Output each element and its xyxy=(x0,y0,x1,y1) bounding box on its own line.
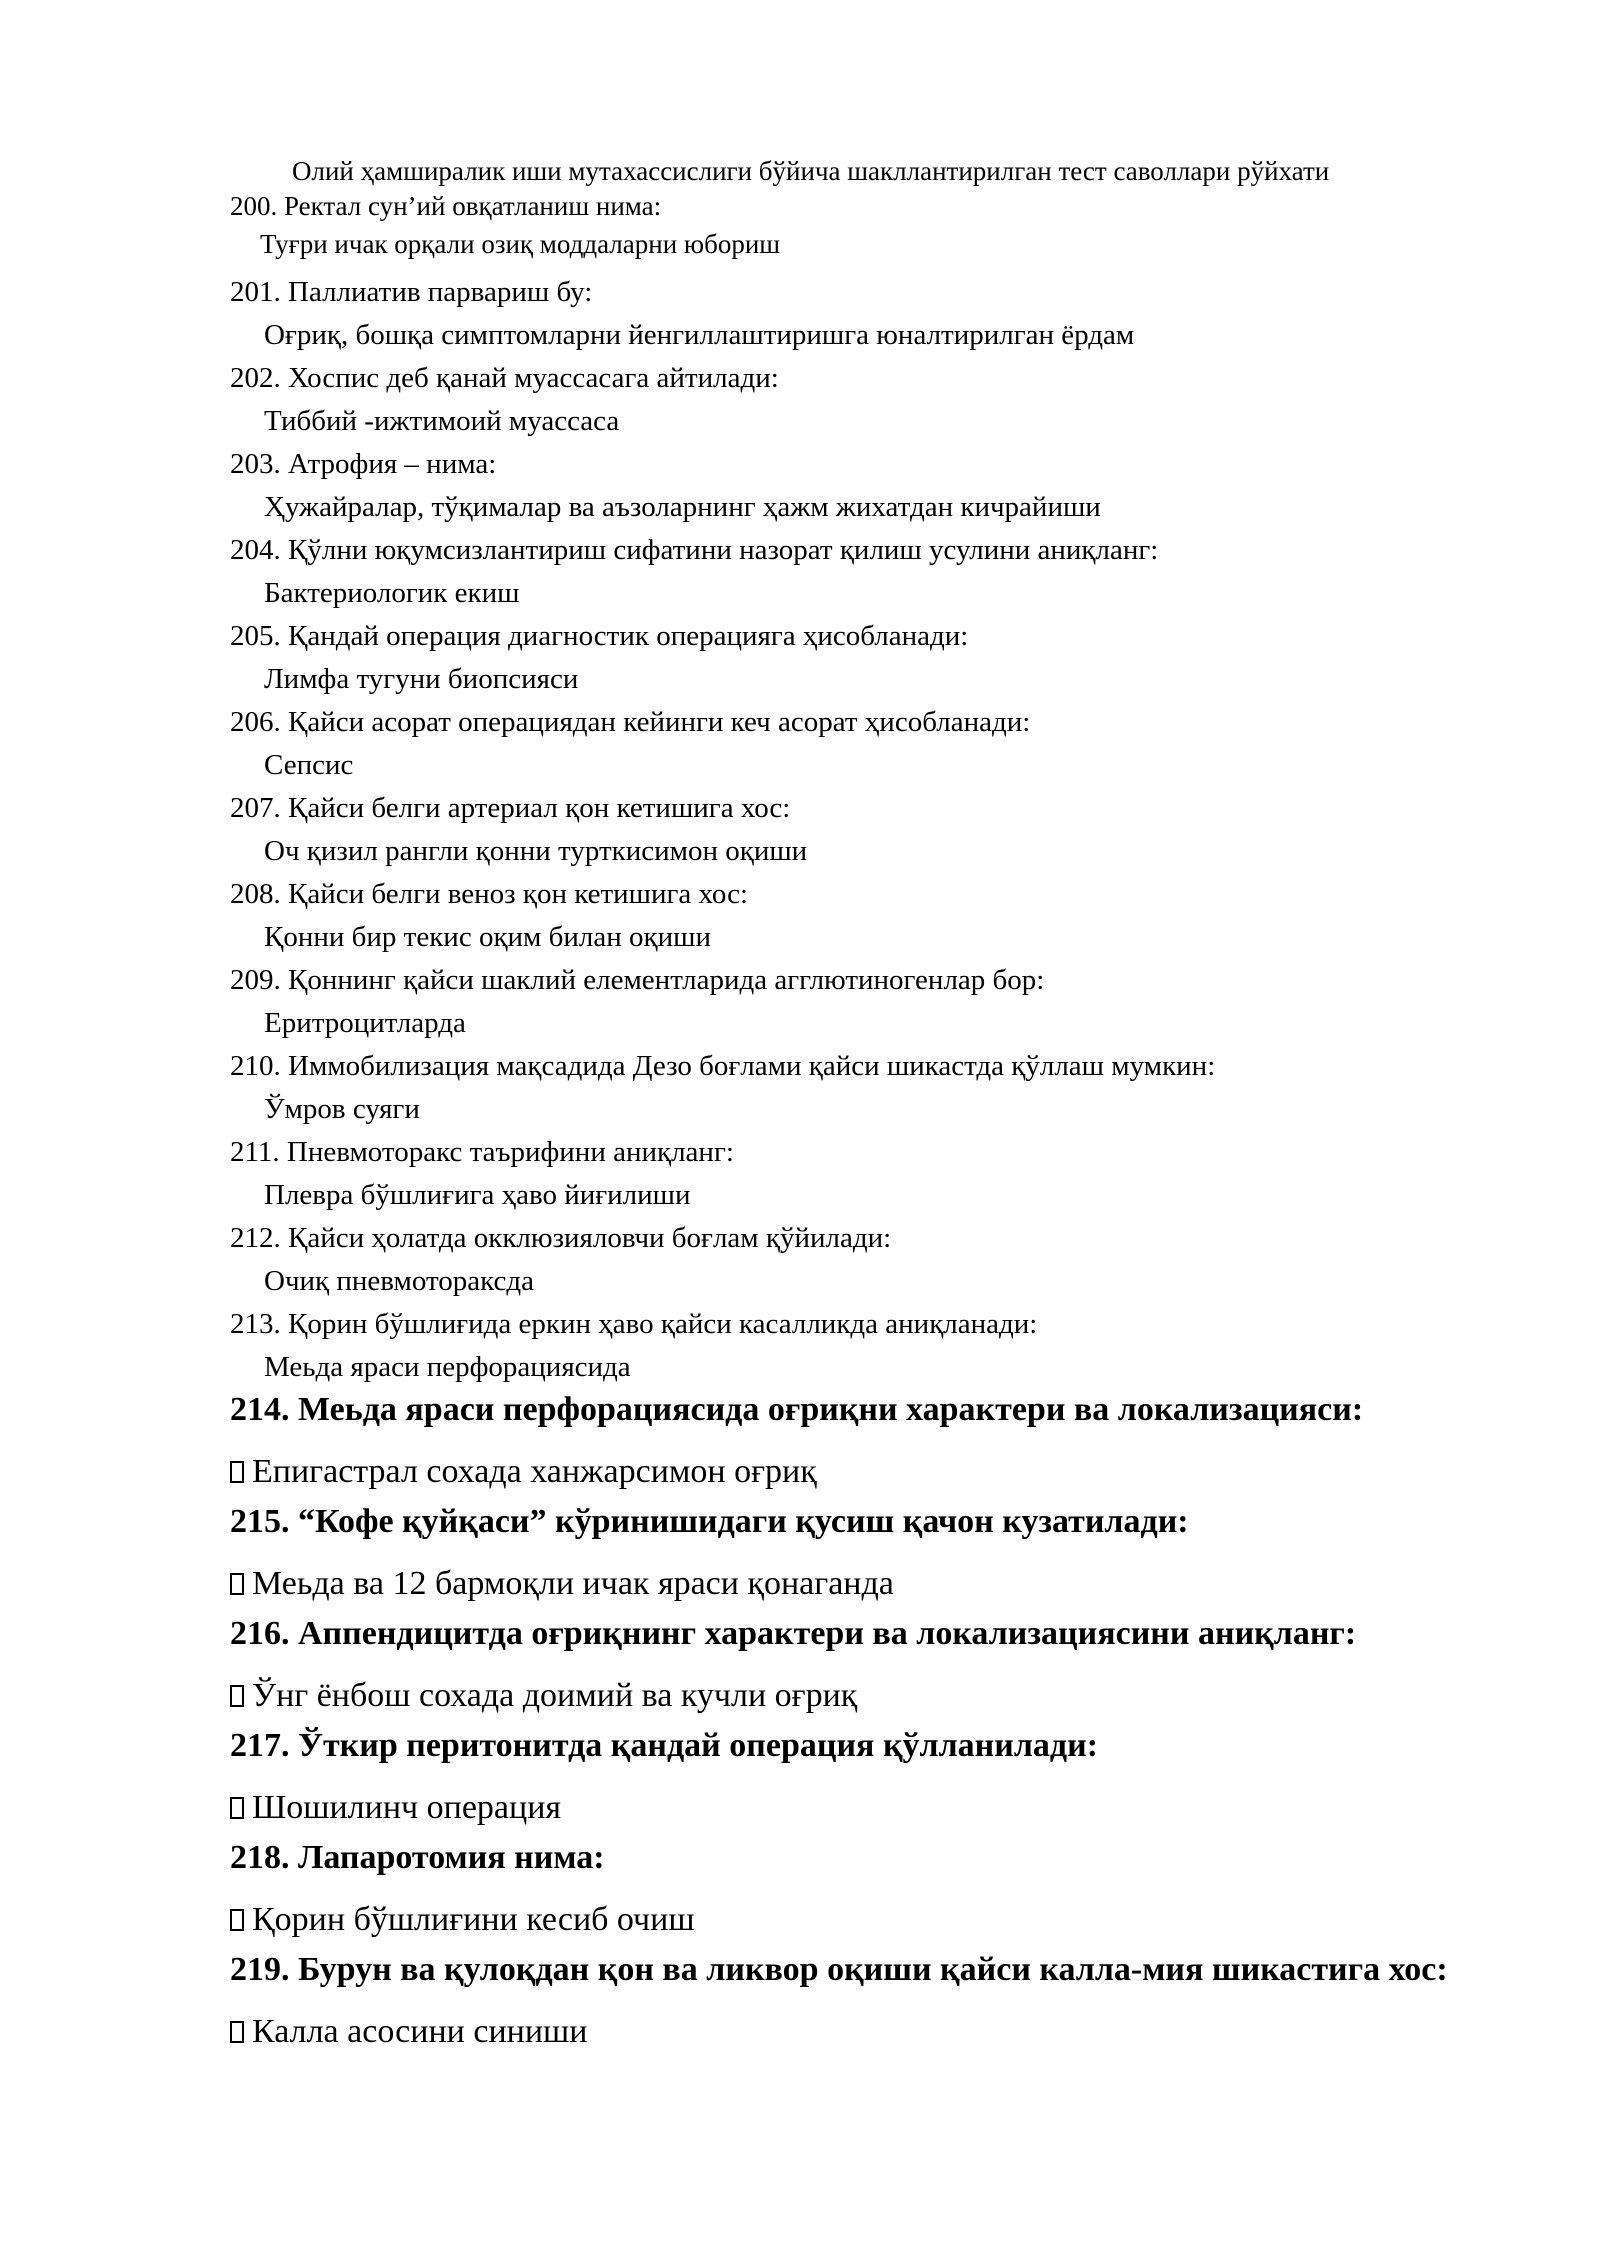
question-text: 212. Қайси ҳолатда окклюзияловчи боғлам қўйилади: xyxy=(230,1222,892,1254)
question-text: 213. Қорин бўшлиғида еркин ҳаво қайси касалликда аниқланади: xyxy=(230,1308,1038,1340)
answer-text: Лимфа тугуни биопсияси xyxy=(264,663,579,695)
question-text: 208. Қайси белги веноз қон кетишига хос: xyxy=(230,878,749,910)
answer-text: Тиббий -ижтимоий муассаса xyxy=(264,405,620,437)
checkbox-icon xyxy=(230,1573,244,1595)
answer-text: Ўнг ёнбош сохада доимий ва кучли оғриқ xyxy=(252,1677,858,1714)
answer-text: Епигастрал сохада ханжарсимон оғриқ xyxy=(252,1453,817,1490)
question-text: 203. Атрофия – нима: xyxy=(230,448,497,480)
question-text: 209. Қоннинг қайси шаклий елементларида агглютиногенлар бор: xyxy=(230,964,1045,996)
question-text: 201. Паллиатив парвариш бу: xyxy=(230,276,593,308)
checkbox-icon xyxy=(230,1909,244,1931)
checkbox-icon xyxy=(230,1797,244,1819)
answer-row xyxy=(230,1780,1530,1836)
answer-text: Оғриқ, бошқа симптомларни йенгиллаштиришга юналтирилган ёрдам xyxy=(264,319,1135,351)
page-title: Олий ҳамширалик иши мутахассислиги бўйича шакллантирилган тест саволлари рўйхати xyxy=(292,156,1330,186)
answer-text: Ҳужайралар, тўқималар ва аъзоларнинг ҳажм жихатдан кичрайиши xyxy=(264,491,1101,523)
answer-row xyxy=(230,1556,1530,1612)
question-heading: 218. Лапаротомия нима: xyxy=(230,1839,605,1876)
question-heading: 219. Бурун ва қулоқдан қон ва ликвор оқиши қайси калла-мия шикастига хос: xyxy=(230,1951,1448,1988)
answer-text: Шошилинч операция xyxy=(252,1789,562,1826)
checkbox-icon xyxy=(230,2021,244,2043)
question-text: 205. Қандай операция диагностик операцияга ҳисобланади: xyxy=(230,620,969,652)
checkbox-icon xyxy=(230,1685,244,1707)
question-text: 206. Қайси асорат операциядан кейинги кеч асорат ҳисобланади: xyxy=(230,706,1031,738)
answer-text: Оч қизил рангли қонни турткисимон оқиши xyxy=(264,835,808,867)
answer-row xyxy=(230,1444,1530,1500)
answer-text: Қорин бўшлиғини кесиб очиш xyxy=(252,1901,695,1938)
question-text: 207. Қайси белги артериал қон кетишига хос: xyxy=(230,792,791,824)
question-text: 204. Қўлни юқумсизлантириш сифатини назорат қилиш усулини аниқланг: xyxy=(230,534,1159,566)
answer-text: Еритроцитларда xyxy=(264,1007,466,1039)
answer-text: Туғри ичак орқали озиқ моддаларни юбориш xyxy=(260,229,781,259)
question-text: 200. Ректал сун’ий овқатланиш нима: xyxy=(230,191,662,221)
question-text: 202. Хоспис деб қанай муассасага айтилади: xyxy=(230,362,779,394)
answer-text: Сепсис xyxy=(264,749,354,781)
answer-text: Қонни бир текис оқим билан оқиши xyxy=(264,921,712,953)
answer-text: Калла асосини синиши xyxy=(252,2013,588,2050)
question-heading: 217. Ўткир перитонитда қандай операция қўлланилади: xyxy=(230,1727,1099,1764)
answer-text: Бактериологик екиш xyxy=(264,577,520,609)
answer-row xyxy=(230,2004,1530,2060)
answer-row xyxy=(230,1668,1530,1724)
answer-text: Плевра бўшлиғига ҳаво йиғилиши xyxy=(264,1179,691,1211)
question-heading: 214. Меьда яраси перфорациясида оғриқни характери ва локализацияси: xyxy=(230,1391,1364,1428)
answer-text: Меьда ва 12 бармоқли ичак яраси қонаганда xyxy=(252,1565,894,1602)
plain-question-list xyxy=(230,190,1530,1392)
question-text: 211. Пневмоторакс таърифини аниқланг: xyxy=(230,1136,734,1168)
answer-text: Ўмров суяги xyxy=(264,1093,420,1125)
answer-text: Очиқ пневмотораксда xyxy=(264,1265,534,1297)
answer-row xyxy=(230,1892,1530,1948)
checkbox-icon xyxy=(230,1461,244,1483)
question-text: 210. Иммобилизация мақсадида Дезо боғлами қайси шикастда қўллаш мумкин: xyxy=(230,1050,1216,1082)
answer-text: Меьда яраси перфорациясида xyxy=(264,1351,631,1383)
question-heading: 216. Аппендицитда оғриқнинг характери ва локализациясини аниқланг: xyxy=(230,1615,1357,1652)
question-heading: 215. “Кофе қуйқаси” кўринишидаги қусиш қачон кузатилади: xyxy=(230,1503,1189,1540)
bold-question-list xyxy=(230,1388,1530,2060)
